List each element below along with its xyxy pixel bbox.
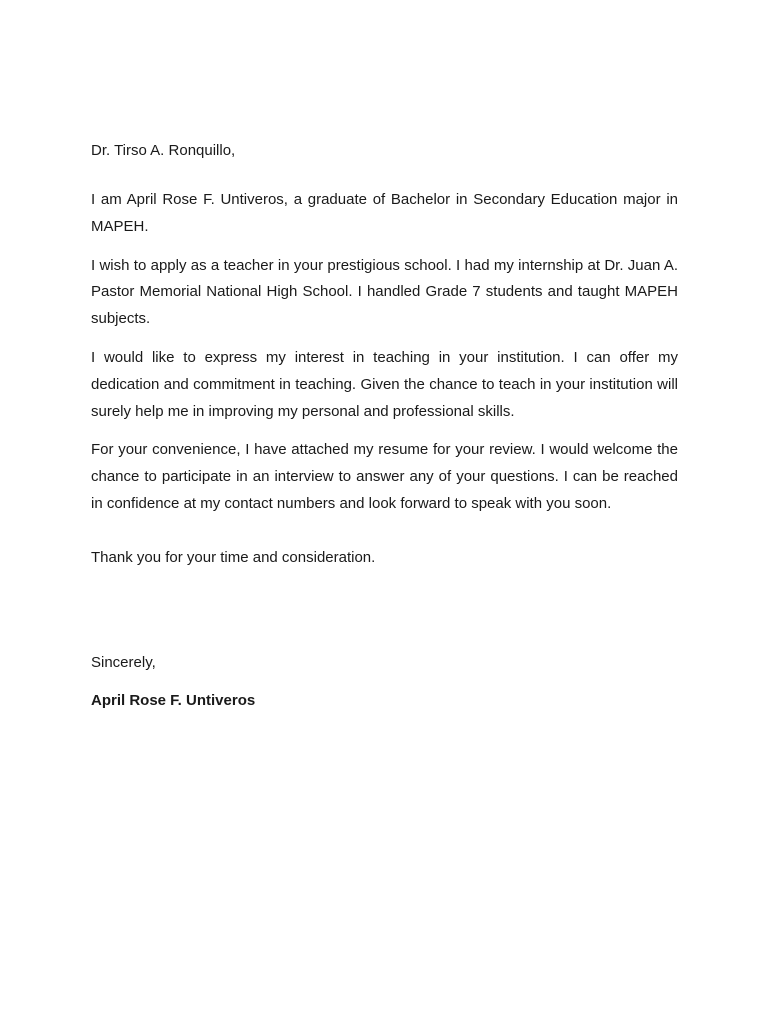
paragraph-resume: For your convenience, I have attached my resume for your review. I would welcome the chance to participate in an interview to answer any of your questions. I can be reached in confidence at my contact numbers and look forward to speak with you soon.: [91, 441, 678, 512]
thank-you-line: Thank you for your time and consideration.: [91, 548, 376, 566]
salutation: Dr. Tirso A. Ronquillo,: [91, 142, 236, 159]
closing: Sincerely,: [91, 653, 156, 671]
paragraph-interest: I would like to express my interest in teaching in your institution. I can offer my dedication and commitment in teaching. Given the chance to teach in your institution will surely help me in improving my personal and professional skills.: [91, 348, 678, 420]
paragraph-introduction: I am April Rose F. Untiveros, a graduate of Bachelor in Secondary Education major in MAPEH.: [91, 191, 678, 235]
signature-name: April Rose F. Untiveros: [91, 691, 256, 709]
paragraph-application: I wish to apply as a teacher in your prestigious school. I had my internship at Dr. Juan A. Pastor Memorial National High School. I handled Grade 7 students and taught MAPEH subjects.: [91, 256, 678, 328]
letter-page: [91, 141, 678, 711]
